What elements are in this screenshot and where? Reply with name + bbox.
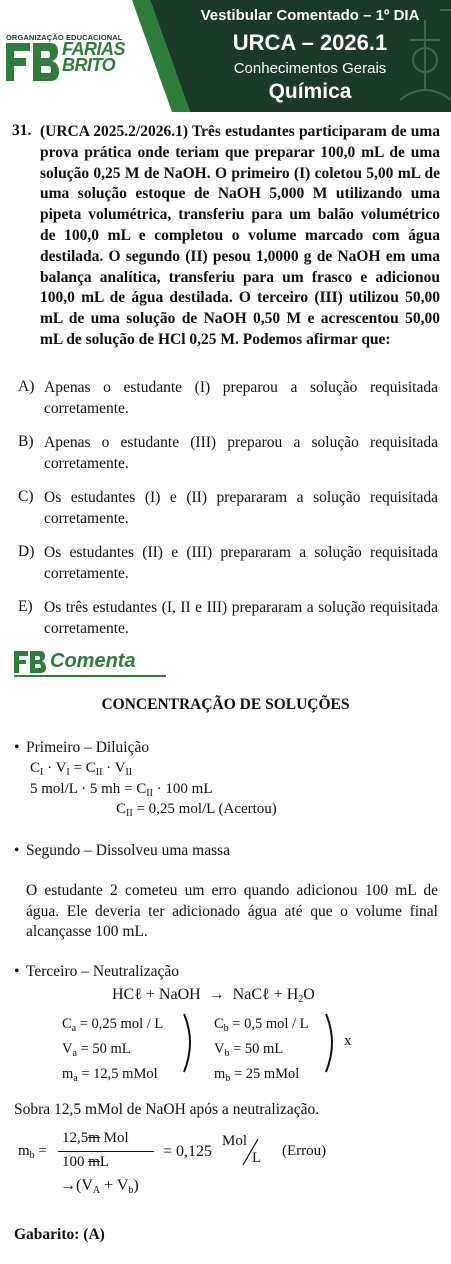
- final-note: $\to(V_A + V_b)$: [60, 1177, 139, 1196]
- first-equation-1: $C_I \cdot V_I = C_{II} \cdot V_{II}$: [30, 760, 133, 778]
- option-a-text: Apenas o estudante (I) preparou a solução requisitada corretamente.: [44, 379, 438, 417]
- base-block: $C_b = 0,5$ mol / L $V_b = 50$ mL $m_b = 25$ mMol: [214, 1016, 309, 1084]
- comenta-fb-icon: [14, 651, 46, 673]
- header-subject-group: Conhecimentos Gerais: [233, 60, 387, 77]
- final-denominator: 100 mL: [62, 1154, 110, 1170]
- option-e-text: Os três estudantes (I, II e III) prepararam a solução requisitada corretamente.: [44, 599, 438, 637]
- option-a-letter: A): [18, 378, 35, 395]
- header-exam-title: URCA – 2026.1: [232, 30, 388, 55]
- times-symbol: x: [344, 1033, 352, 1049]
- fb-logo-icon: [6, 43, 60, 81]
- comenta-underline: [14, 675, 166, 677]
- final-unit-bottom: L: [252, 1150, 262, 1166]
- final-verdict: (Errou): [282, 1143, 327, 1159]
- reaction-equation: HCℓ + NaOH → NaCℓ + $H_2O$: [112, 986, 315, 1005]
- bullet-3: •: [14, 963, 20, 980]
- acid-block: $C_a = 0,25$ mol / L $V_a = 50$ mL $m_a = 12,5$ mMol: [62, 1016, 164, 1084]
- page-header: [0, 0, 451, 112]
- question-number: 31.: [12, 122, 32, 139]
- second-explanation: O estudante 2 cometeu um erro quando adicionou 100 mL de água. Ele deveria ter adicionado água até que o volume final alcançasse 100 mL.: [26, 882, 438, 940]
- option-c-letter: C): [18, 488, 34, 505]
- comenta-label: Comenta: [50, 650, 136, 672]
- answer-key: Gabarito: (A): [14, 1226, 105, 1243]
- final-mb-label: $m_b$ =: [18, 1143, 47, 1161]
- org-label: ORGANIZAÇÃO EDUCACIONAL: [6, 33, 123, 42]
- option-c-text: Os estudantes (I) e (II) prepararam a solução requisitada corretamente.: [44, 489, 438, 527]
- option-b-text: Apenas o estudante (III) preparou a solução requisitada corretamente.: [44, 434, 438, 472]
- bullet-2: •: [14, 842, 20, 859]
- final-numerator: 12,5m Mol: [62, 1130, 129, 1146]
- option-d-text: Os estudantes (II) e (III) prepararam a solução requisitada corretamente.: [44, 544, 438, 582]
- first-equation-2: 5 mol/L · 5 mh = $C_{II} \cdot 100$ mL: [30, 781, 213, 799]
- section-title: CONCENTRAÇÃO DE SOLUÇÕES: [101, 696, 350, 713]
- header-subject: Química: [268, 80, 352, 103]
- option-b-letter: B): [18, 433, 34, 450]
- logo-word-brito: BRITO: [62, 55, 116, 75]
- question-statement: (URCA 2025.2/2026.1) Três estudantes participaram de uma prova prática onde teriam que preparar 100,0 mL de uma solução 0,25 M de NaOH. O primeiro (I) coletou 5,00 mL de uma solução estoque de NaOH 5,000 M utilizando uma pipeta volumétrica, transferiu para um balão volumétrico de 100,0 mL e completou o volume marcado com água destilada. O segundo (II) pesou 1,0000 g de NaOH em uma balança analítica, transferiu para um frasco e adicionou 100,0 mL de água destilada. O terceiro (III) utilizou 50,00 mL de uma solução de NaOH 0,50 M e acrescentou 50,00 mL de solução de HCl 0,25 M. Podemos afirmar que:: [40, 123, 440, 348]
- second-heading: Segundo – Dissolveu uma massa: [26, 842, 231, 859]
- option-e-letter: E): [18, 598, 33, 615]
- third-heading: Terceiro – Neutralização: [26, 963, 179, 980]
- final-result: = 0,125: [163, 1143, 213, 1160]
- remaining-text: Sobra 12,5 mMol de NaOH após a neutralização.: [14, 1101, 320, 1118]
- bullet-1: •: [14, 739, 20, 756]
- fraction-bar: [58, 1151, 154, 1152]
- base-brace-icon: [322, 1012, 340, 1074]
- option-d-letter: D): [18, 543, 35, 560]
- header-exam-label: Vestibular Comentado – 1º DIA: [200, 7, 420, 24]
- acid-brace-icon: [180, 1012, 198, 1074]
- final-unit-top: Mol: [222, 1133, 248, 1149]
- first-equation-3: $C_{II} = 0,25$ mol/L (Acertou): [116, 801, 277, 819]
- logo-wordmark: [62, 41, 125, 73]
- logo-word-farias: FARIAS: [62, 39, 126, 59]
- first-heading: Primeiro – Diluição: [26, 739, 150, 756]
